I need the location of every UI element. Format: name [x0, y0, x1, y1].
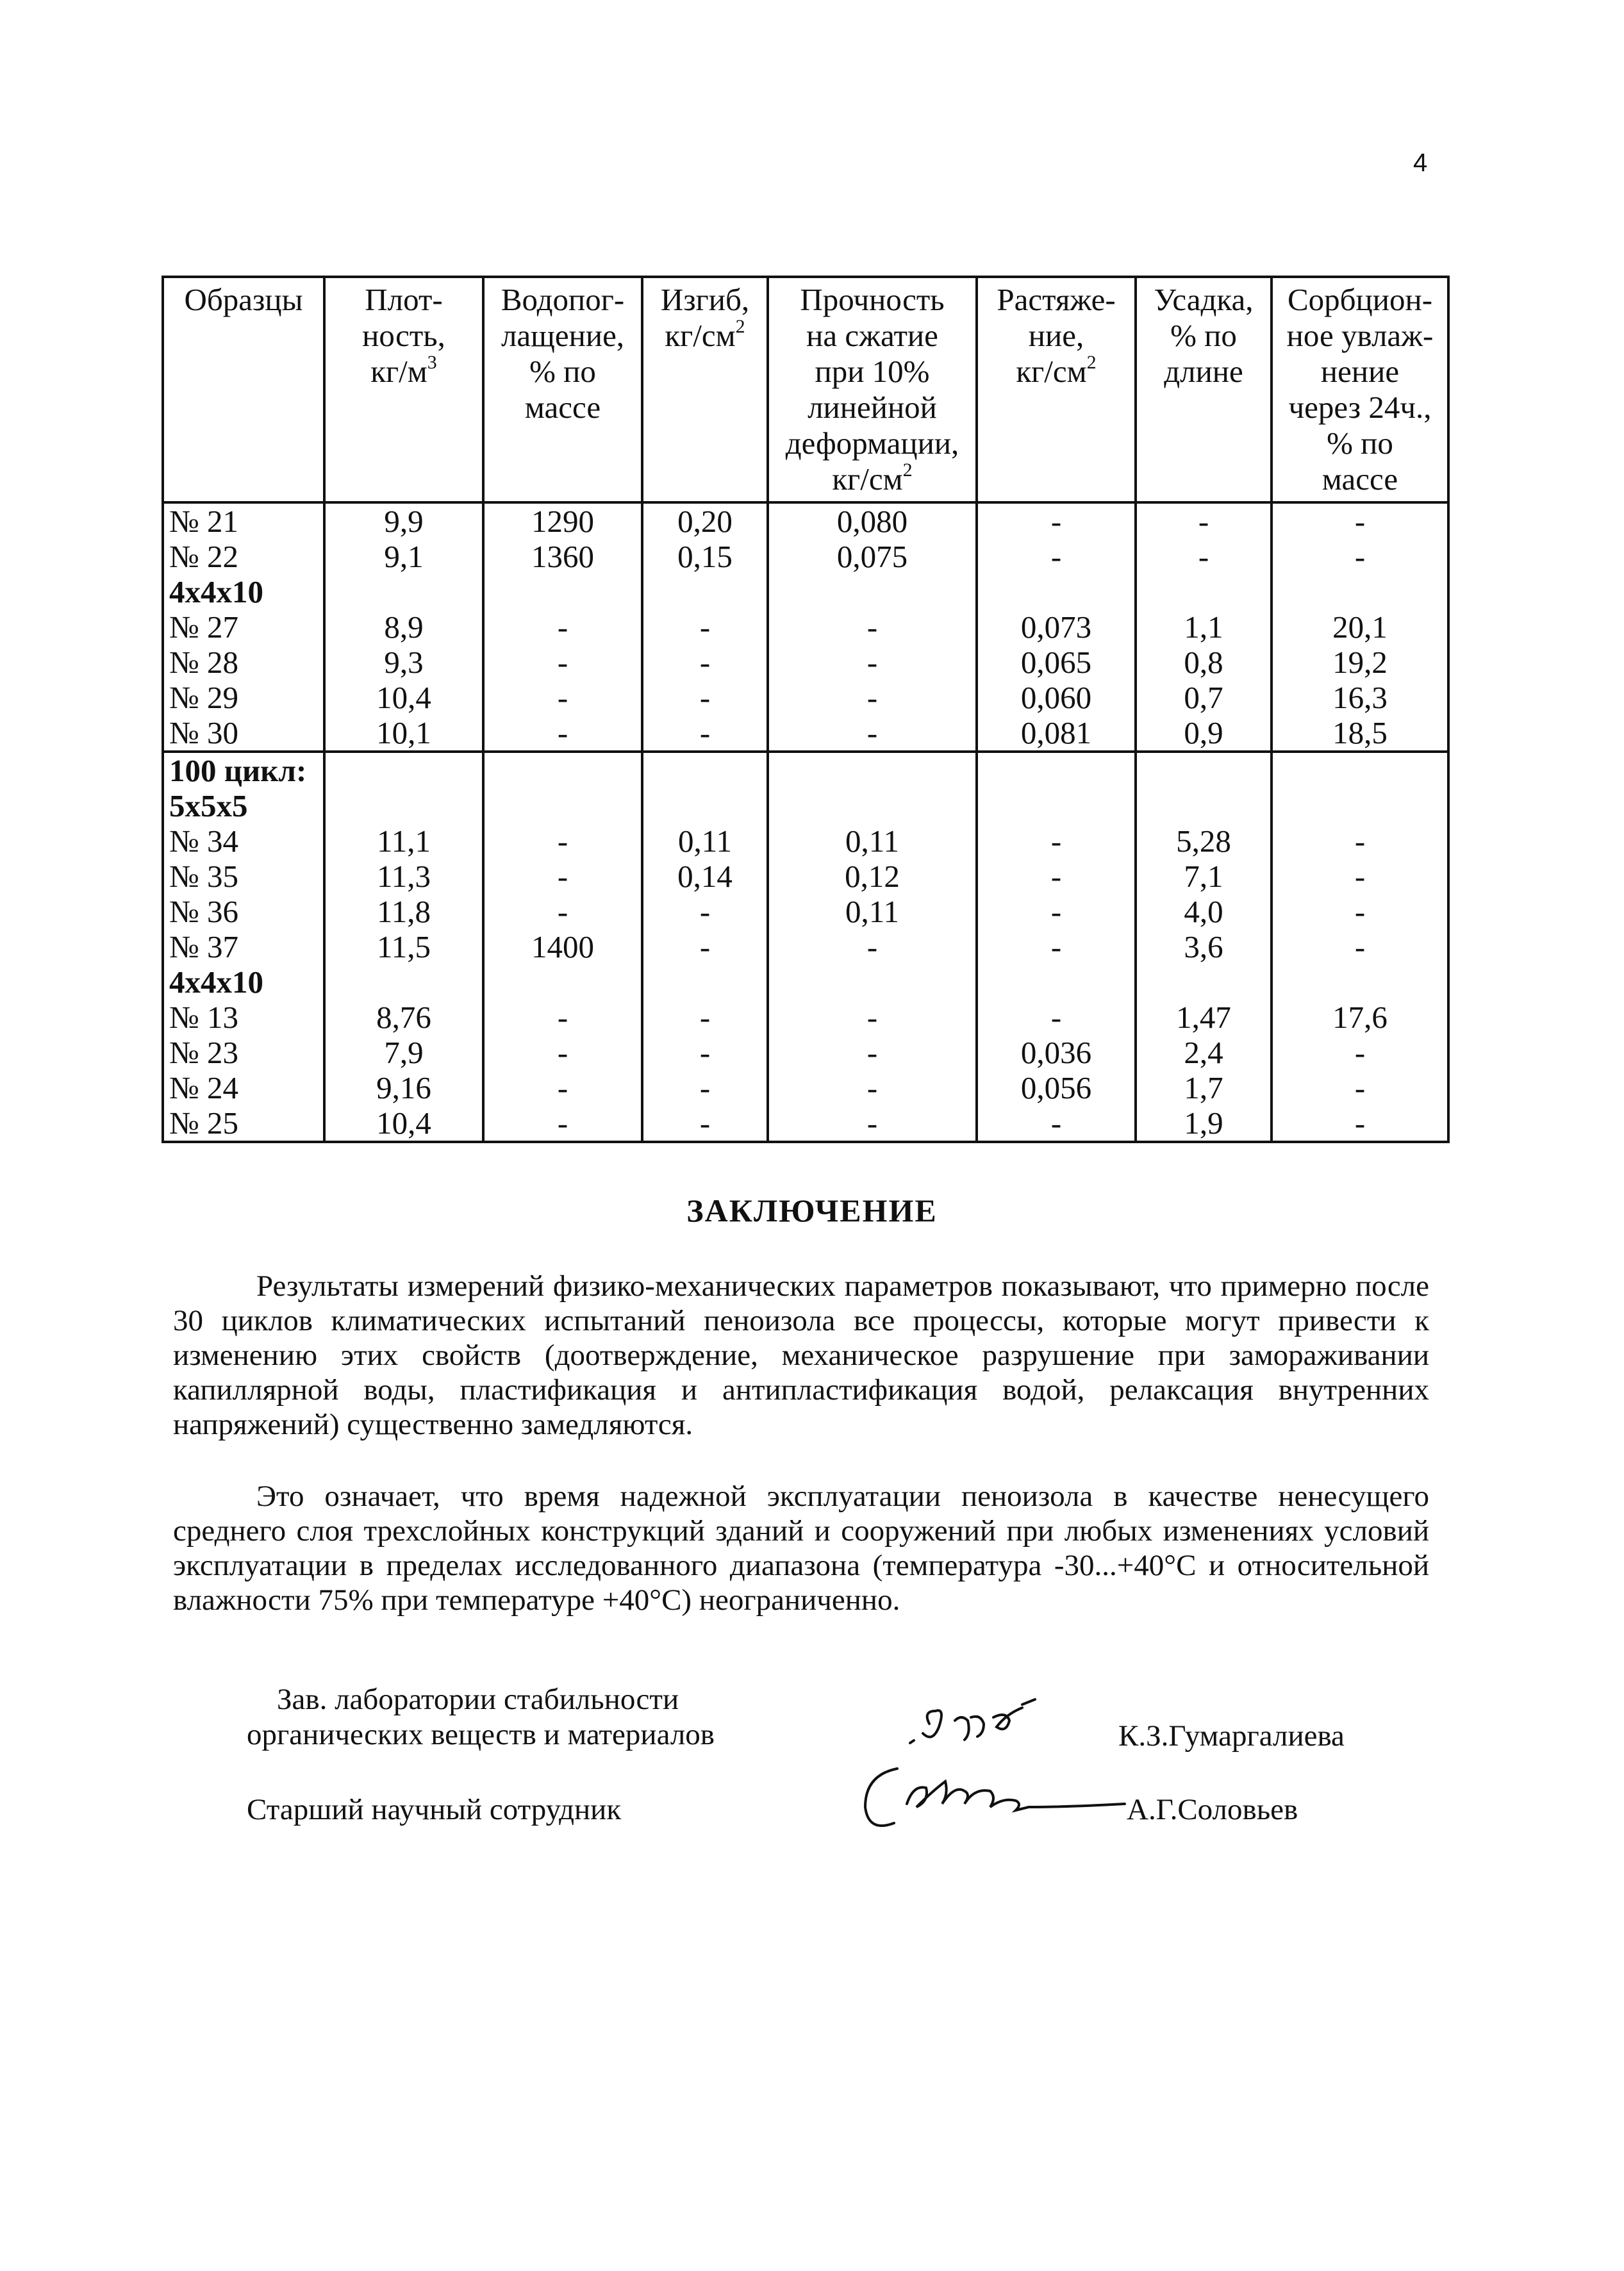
table-cell: 1,1: [1136, 609, 1272, 645]
table-cell-empty: [1272, 964, 1448, 1000]
table-cell: -: [1136, 502, 1272, 539]
table-cell: 0,056: [977, 1070, 1136, 1105]
table-cell: 5,28: [1136, 823, 1272, 859]
table-cell: -: [977, 894, 1136, 929]
table-cell: 18,5: [1272, 715, 1448, 752]
table-row: [163, 1000, 1448, 1035]
table-cell: -: [642, 1000, 768, 1035]
table-cell: -: [1272, 539, 1448, 574]
table-cell: -: [977, 859, 1136, 894]
table-cell: 0,15: [642, 539, 768, 574]
sample-label: № 13: [163, 1000, 324, 1035]
sample-label: № 30: [163, 715, 324, 752]
table-row: [163, 715, 1448, 752]
researcher-name: А.Г.Соловьев: [1127, 1793, 1298, 1826]
table-cell-empty: [1136, 574, 1272, 609]
table-cell: 0,9: [1136, 715, 1272, 752]
table-cell-empty: [642, 752, 768, 788]
table-cell: 1290: [483, 502, 642, 539]
table-cell-empty: [324, 752, 483, 788]
table-cell: -: [642, 645, 768, 680]
table-cell: -: [768, 715, 977, 752]
table-cell: -: [1272, 1070, 1448, 1105]
table-cell: -: [642, 929, 768, 964]
table-cell: -: [1272, 894, 1448, 929]
table-body: [163, 502, 1448, 1142]
table-cell: 1400: [483, 929, 642, 964]
table-cell: 8,9: [324, 609, 483, 645]
table-cell-empty: [1136, 788, 1272, 823]
table-cell-empty: [977, 964, 1136, 1000]
sample-label: № 27: [163, 609, 324, 645]
table-cell: 3,6: [1136, 929, 1272, 964]
table-cell-empty: [1136, 752, 1272, 788]
table-cell-empty: [483, 964, 642, 1000]
table-cell: -: [768, 1105, 977, 1142]
table-cell: 9,16: [324, 1070, 483, 1105]
sample-label: № 35: [163, 859, 324, 894]
table-cell: -: [768, 680, 977, 715]
table-cell: -: [642, 609, 768, 645]
column-header-8: Сорбцион- ное увлаж- нение через 24ч., % по массе: [1272, 277, 1448, 502]
table-cell-empty: [768, 964, 977, 1000]
table-row: [163, 1035, 1448, 1070]
table-cell: -: [483, 1035, 642, 1070]
table-cell-empty: [768, 752, 977, 788]
column-header-4: Изгиб, $кг/см^2$: [642, 277, 768, 502]
table-cell: 19,2: [1272, 645, 1448, 680]
column-header-7: Усадка, % по длине: [1136, 277, 1272, 502]
table-cell: 11,8: [324, 894, 483, 929]
table-cell: 0,11: [768, 823, 977, 859]
table-cell: 0,8: [1136, 645, 1272, 680]
table-row: [163, 645, 1448, 680]
table-cell: 9,3: [324, 645, 483, 680]
table-row: [163, 609, 1448, 645]
table-cell: 0,080: [768, 502, 977, 539]
handwritten-signature-1: [884, 1692, 1115, 1756]
table-cell-empty: [1272, 574, 1448, 609]
column-header-3: Водопог- лащение, % по массе: [483, 277, 642, 502]
table-cell: 0,11: [642, 823, 768, 859]
table-cell-empty: [768, 574, 977, 609]
conclusion-paragraph-2: Это означает, что время надежной эксплуатации пеноизола в качестве ненесущего среднего слоя трехслойных конструкций зданий и сооружений при любых изменениях условий эксплуатации в пределах исследованного диапазона (температура -30...+40°С и относительной влажности 75% при температуре +40°С) неограниченно.: [173, 1480, 1429, 1617]
table-cell: 0,081: [977, 715, 1136, 752]
table-cell: 7,1: [1136, 859, 1272, 894]
table-cell-empty: [483, 752, 642, 788]
researcher-title: Старший научный сотрудник: [247, 1793, 622, 1826]
table-cell-empty: [1272, 752, 1448, 788]
table-cell: -: [977, 1000, 1136, 1035]
table-cell: -: [768, 609, 977, 645]
table-cell: 4,0: [1136, 894, 1272, 929]
table-cell: 20,1: [1272, 609, 1448, 645]
table-cell-empty: [324, 574, 483, 609]
table-cell: -: [642, 1035, 768, 1070]
table-cell: -: [768, 1070, 977, 1105]
table-row: [163, 929, 1448, 964]
table-cell-empty: [977, 752, 1136, 788]
table-cell: -: [1272, 823, 1448, 859]
sample-label: № 29: [163, 680, 324, 715]
table-cell-empty: [1136, 964, 1272, 1000]
group-row: [163, 574, 1448, 609]
table-cell: -: [977, 1105, 1136, 1142]
table-cell-empty: [324, 964, 483, 1000]
group-label: 4x4x10: [163, 964, 324, 1000]
table-row: [163, 859, 1448, 894]
group-label: 100 цикл:: [163, 752, 324, 788]
table-cell: -: [483, 894, 642, 929]
table-cell: 0,11: [768, 894, 977, 929]
sample-label: № 21: [163, 502, 324, 539]
table-cell: 2,4: [1136, 1035, 1272, 1070]
column-header-1: Образцы: [163, 277, 324, 502]
table-cell: -: [1272, 502, 1448, 539]
group-row: [163, 752, 1448, 788]
results-table: [162, 276, 1450, 1143]
sample-label: № 28: [163, 645, 324, 680]
table-cell: -: [1272, 1035, 1448, 1070]
table-cell-empty: [977, 574, 1136, 609]
table-cell: -: [483, 715, 642, 752]
table-cell: -: [768, 929, 977, 964]
table-cell: -: [768, 645, 977, 680]
table-cell: -: [977, 823, 1136, 859]
sample-label: № 36: [163, 894, 324, 929]
table-cell: 0,036: [977, 1035, 1136, 1070]
table-cell: -: [483, 1070, 642, 1105]
group-label: 5x5x5: [163, 788, 324, 823]
table-cell: 1,47: [1136, 1000, 1272, 1035]
table-cell: -: [977, 539, 1136, 574]
table-cell: 17,6: [1272, 1000, 1448, 1035]
table-cell: -: [483, 1000, 642, 1035]
conclusion-paragraph-1: Результаты измерений физико-механических параметров показывают, что примерно после 30 циклов климатических испытаний пеноизола все процессы, которые могут привести к изменению этих свойств (доотверждение, механическое разрушение при замораживании капиллярной воды, пластификация и антипластификация водой, релаксация внутренних напряжений) существенно замедляются.: [173, 1269, 1429, 1441]
table-cell: -: [768, 1000, 977, 1035]
sample-label: № 22: [163, 539, 324, 574]
table-cell: 11,1: [324, 823, 483, 859]
table-cell: 9,1: [324, 539, 483, 574]
table-cell: 16,3: [1272, 680, 1448, 715]
table-row: [163, 539, 1448, 574]
table-cell: 11,5: [324, 929, 483, 964]
table-header-row: [163, 277, 1448, 502]
table-cell-empty: [977, 788, 1136, 823]
table-row: [163, 1105, 1448, 1142]
table-cell: -: [1272, 859, 1448, 894]
table-cell: 10,1: [324, 715, 483, 752]
table-cell: -: [642, 715, 768, 752]
table-cell: -: [642, 894, 768, 929]
table-cell: -: [483, 680, 642, 715]
table-cell: 0,073: [977, 609, 1136, 645]
table-cell-empty: [768, 788, 977, 823]
table-cell-empty: [642, 574, 768, 609]
page-number: 4: [1413, 149, 1428, 177]
table-row: [163, 823, 1448, 859]
table-cell: -: [642, 1105, 768, 1142]
head-name: К.З.Гумаргалиева: [1118, 1719, 1345, 1753]
table-cell-empty: [642, 964, 768, 1000]
table-row: [163, 680, 1448, 715]
sample-label: № 34: [163, 823, 324, 859]
table-cell: -: [642, 1070, 768, 1105]
table-cell: 0,20: [642, 502, 768, 539]
column-header-6: Растяже- ние, $кг/см^2$: [977, 277, 1136, 502]
table-cell: 0,075: [768, 539, 977, 574]
table-cell-empty: [324, 788, 483, 823]
table-cell: -: [977, 929, 1136, 964]
table-cell: -: [483, 859, 642, 894]
head-title-line-2: органических веществ и материалов: [247, 1718, 715, 1751]
table-cell: 7,9: [324, 1035, 483, 1070]
group-row: [163, 788, 1448, 823]
group-label: 4x4x10: [163, 574, 324, 609]
table-cell: 0,7: [1136, 680, 1272, 715]
table-cell: -: [768, 1035, 977, 1070]
table-cell: 1360: [483, 539, 642, 574]
table-cell: 0,14: [642, 859, 768, 894]
group-row: [163, 964, 1448, 1000]
table-cell: 11,3: [324, 859, 483, 894]
sample-label: № 37: [163, 929, 324, 964]
table-cell: 8,76: [324, 1000, 483, 1035]
table-cell-empty: [483, 788, 642, 823]
table-cell-empty: [1272, 788, 1448, 823]
sample-label: № 23: [163, 1035, 324, 1070]
table-row: [163, 894, 1448, 929]
table-cell-empty: [483, 574, 642, 609]
conclusion-heading: ЗАКЛЮЧЕНИЕ: [686, 1193, 938, 1228]
table-cell: 1,7: [1136, 1070, 1272, 1105]
column-header-5: Прочность на сжатие при 10% линейной деформации, $кг/см^2$: [768, 277, 977, 502]
head-title-line-1: Зав. лаборатории стабильности: [277, 1683, 679, 1716]
table-cell: 1,9: [1136, 1105, 1272, 1142]
table-cell: -: [1136, 539, 1272, 574]
table-row: [163, 502, 1448, 539]
table-cell: 0,065: [977, 645, 1136, 680]
table-cell: -: [977, 502, 1136, 539]
table-cell: -: [642, 680, 768, 715]
table-row: [163, 1070, 1448, 1105]
table-cell-empty: [642, 788, 768, 823]
table-cell: 10,4: [324, 1105, 483, 1142]
sample-label: № 24: [163, 1070, 324, 1105]
table-cell: 9,9: [324, 502, 483, 539]
table-cell: -: [483, 823, 642, 859]
column-header-2: Плот- ность, $кг/м^3$: [324, 277, 483, 502]
sample-label: № 25: [163, 1105, 324, 1142]
table-cell: -: [483, 645, 642, 680]
table-cell: 0,060: [977, 680, 1136, 715]
table-cell: -: [483, 1105, 642, 1142]
table-cell: -: [483, 609, 642, 645]
table-cell: 0,12: [768, 859, 977, 894]
table-cell: 10,4: [324, 680, 483, 715]
handwritten-signature-2: [846, 1756, 1141, 1839]
table-cell: -: [1272, 1105, 1448, 1142]
table-cell: -: [1272, 929, 1448, 964]
